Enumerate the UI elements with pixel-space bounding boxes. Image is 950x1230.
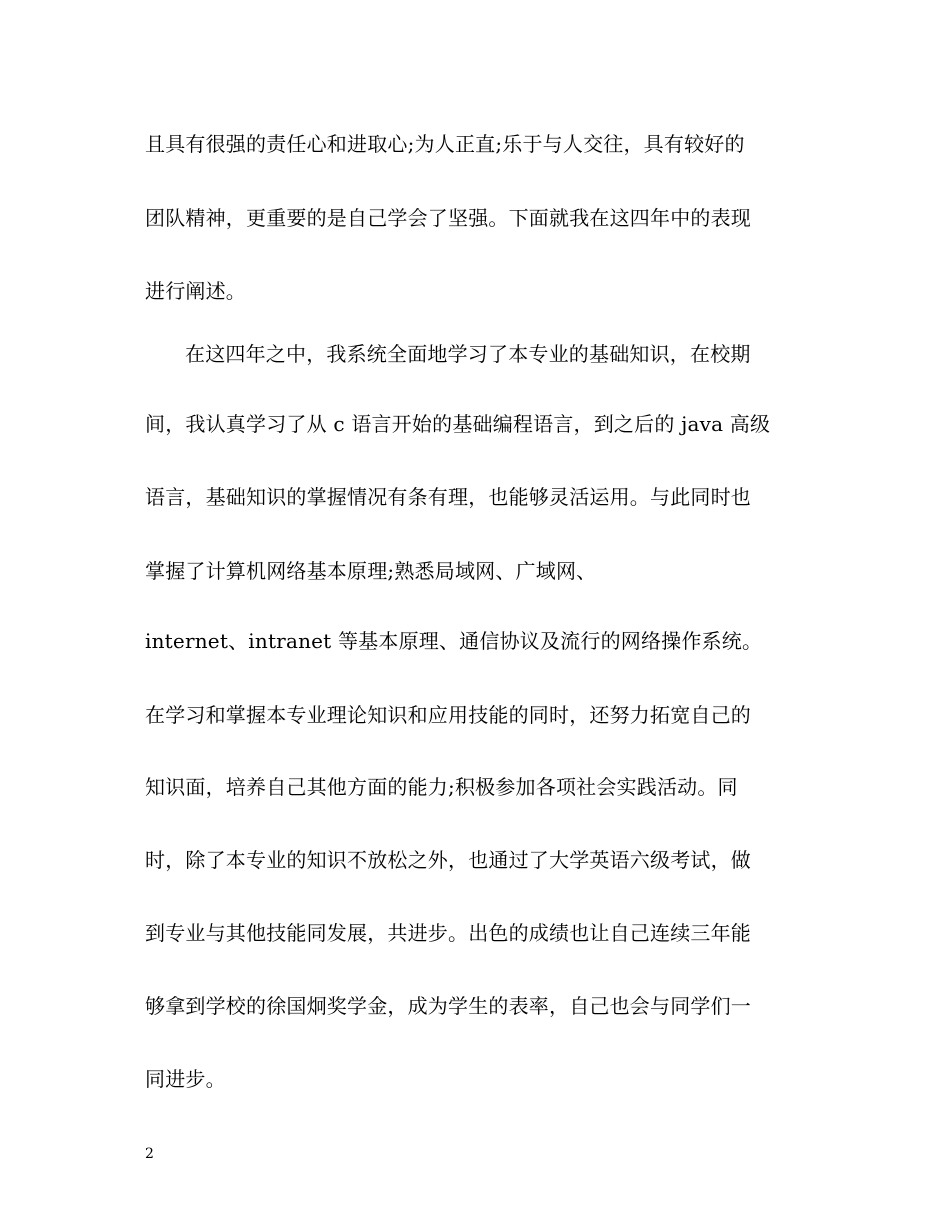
text-line-9: 在学习和掌握本专业理论知识和应用技能的同时，还努力拓宽自己的	[145, 703, 751, 727]
text-line-3: 进行阐述。	[145, 279, 246, 303]
text-line-1: 且具有很强的责任心和进取心;为人正直;乐于与人交往，具有较好的	[145, 132, 745, 156]
text-line-13: 够拿到学校的徐国炯奖学金，成为学生的表率，自己也会与同学们一	[145, 994, 751, 1018]
text-line-14: 同进步。	[145, 1067, 226, 1091]
text-line-5: 间，我认真学习了从 c 语言开始的基础编程语言，到之后的 java 高级	[145, 412, 771, 436]
text-line-12: 到专业与其他技能同发展，共进步。出色的成绩也让自己连续三年能	[145, 921, 751, 945]
page-number: 2	[145, 1146, 154, 1162]
text-line-10: 知识面，培养自己其他方面的能力;积极参加各项社会实践活动。同	[145, 775, 738, 799]
text-line-8: internet、intranet 等基本原理、通信协议及流行的网络操作系统。	[145, 629, 763, 653]
text-line-2: 团队精神，更重要的是自己学会了坚强。下面就我在这四年中的表现	[145, 206, 751, 230]
text-line-7: 掌握了计算机网络基本原理;熟悉局域网、广域网、	[145, 559, 597, 583]
text-line-11: 时，除了本专业的知识不放松之外，也通过了大学英语六级考试，做	[145, 848, 751, 872]
text-line-6: 语言，基础知识的掌握情况有条有理，也能够灵活运用。与此同时也	[145, 485, 751, 509]
text-line-4: 在这四年之中，我系统全面地学习了本专业的基础知识，在校期	[185, 342, 751, 366]
